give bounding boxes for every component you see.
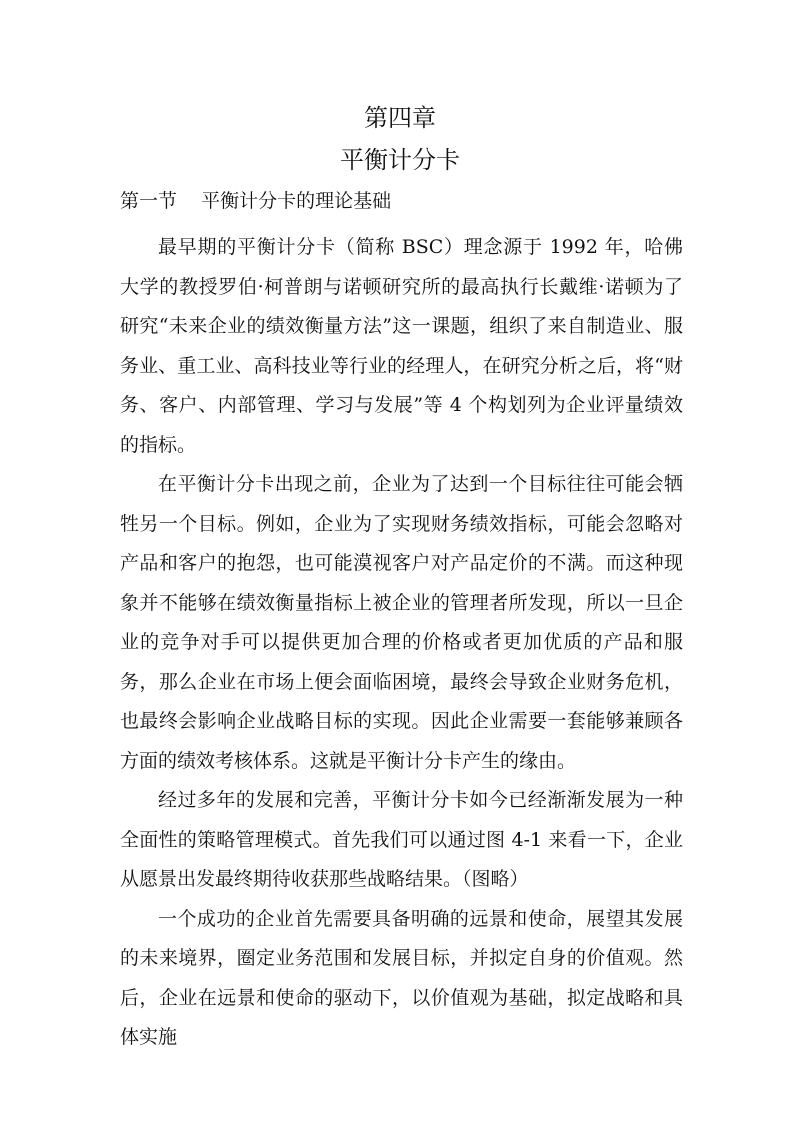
section-heading: 第一节 平衡计分卡的理论基础 — [120, 190, 392, 212]
chapter-title: 第四章 — [364, 104, 436, 132]
paragraph-1: 最早期的平衡计分卡（简称 BSC）理念源于 1992 年，哈佛大学的教授罗伯·柯普朗与诺顿研究所的最高执行长戴维·诺顿为了研究“未来企业的绩效衡量方法”这一课题，组织了来自制造业、服务业、重工业、高科技业等行业的经理人，在研究分析之后，将“财务、客户、内部管理、学习与发展”等 4 个构划列为企业评量绩效的指标。 — [120, 236, 683, 456]
paragraph-3: 经过多年的发展和完善，平衡计分卡如今已经渐渐发展为一种全面性的策略管理模式。首先我们可以通过图 4-1 来看一下，企业从愿景出发最终期待收获那些战略结果。（图略） — [120, 789, 683, 890]
paragraph-2: 在平衡计分卡出现之前，企业为了达到一个目标往往可能会牺牲另一个目标。例如，企业为了实现财务绩效指标，可能会忽略对产品和客户的抱怨，也可能漠视客户对产品定价的不满。而这种现象并不能够在绩效衡量指标上被企业的管理者所发现，所以一旦企业的竞争对手可以提供更加合理的价格或者更加优质的产品和服务，那么企业在市场上便会面临困境，最终会导致企业财务危机，也最终会影响企业战略目标的实现。因此企业需要一套能够兼顾各方面的绩效考核体系。这就是平衡计分卡产生的缘由。 — [120, 473, 683, 772]
body-text — [120, 228, 683, 1058]
chapter-subtitle: 平衡计分卡 — [340, 146, 460, 174]
paragraph-4: 一个成功的企业首先需要具备明确的远景和使命，展望其发展的未来境界，圈定业务范围和发展目标，并拟定自身的价值观。然后，企业在远景和使命的驱动下，以价值观为基础，拟定战略和具体实施 — [120, 907, 683, 1048]
